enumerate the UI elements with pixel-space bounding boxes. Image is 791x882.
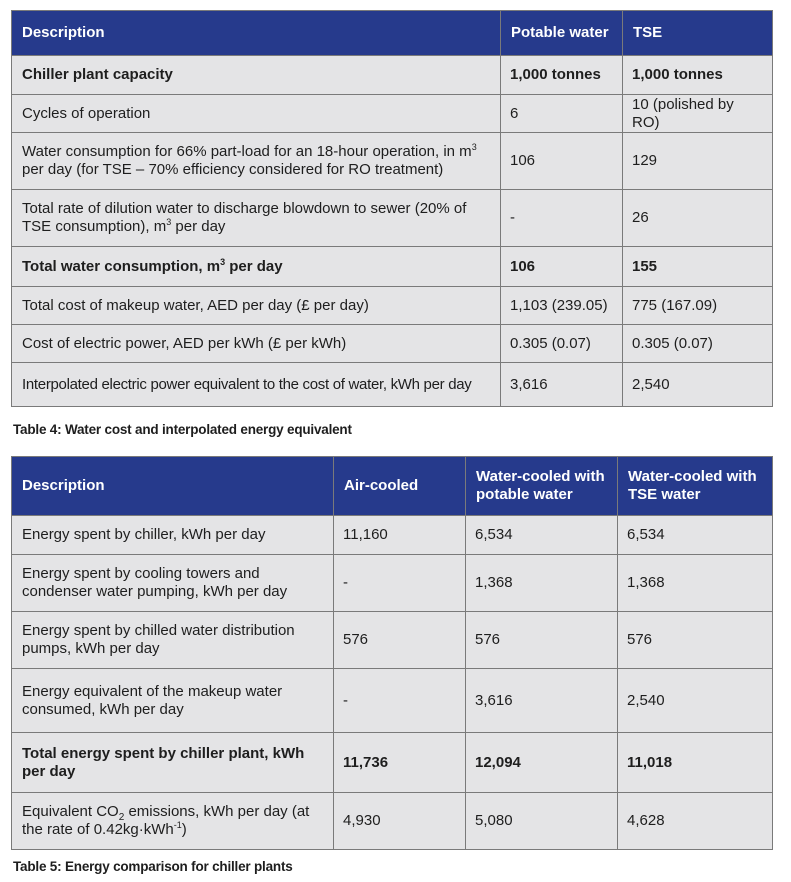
potable-value: 1,000 tonnes (501, 56, 623, 95)
table-water-cost (11, 10, 773, 407)
tse-value: 10 (polished by RO) (623, 95, 773, 133)
description-text: per day (171, 218, 226, 235)
table-header-row (12, 457, 773, 516)
air-cooled-value: - (334, 555, 466, 612)
potable-value: 3,616 (466, 669, 618, 733)
table-row (12, 612, 773, 669)
potable-value: 6 (501, 95, 623, 133)
potable-value: 576 (466, 612, 618, 669)
air-cooled-value: 576 (334, 612, 466, 669)
potable-value: 106 (501, 133, 623, 190)
potable-value: 3,616 (501, 363, 623, 407)
row-description (12, 133, 501, 190)
row-description: Energy spent by cooling towers and condenser water pumping, kWh per day (12, 555, 334, 612)
row-description (12, 247, 501, 287)
table-header-row (12, 11, 773, 56)
tse-value: 11,018 (618, 733, 773, 793)
row-description: Total energy spent by chiller plant, kWh per day (12, 733, 334, 793)
row-description: Energy spent by chilled water distribution pumps, kWh per day (12, 612, 334, 669)
table-row (12, 56, 773, 95)
row-description: Chiller plant capacity (12, 56, 501, 95)
tse-value: 4,628 (618, 793, 773, 850)
tse-value: 576 (618, 612, 773, 669)
column-header-air-cooled: Air-cooled (334, 457, 466, 516)
row-description (12, 190, 501, 247)
row-description (12, 793, 334, 850)
superscript: 3 (166, 217, 172, 227)
table-energy-comparison (11, 456, 773, 850)
potable-value: 1,368 (466, 555, 618, 612)
tse-value: 1,368 (618, 555, 773, 612)
description-text: Equivalent CO (22, 803, 119, 820)
description-text: ) (181, 821, 187, 838)
column-header-water-cooled-potable: Water-cooled with potable water (466, 457, 618, 516)
tse-value: 129 (623, 133, 773, 190)
row-description: Energy spent by chiller, kWh per day (12, 516, 334, 555)
column-header-description: Description (12, 457, 334, 516)
row-description: Total cost of makeup water, AED per day (£ per day) (12, 287, 501, 325)
superscript: -1 (173, 820, 182, 830)
description-text: emissions, kWh per day (at the rate of 0.42kg·kWh (22, 803, 310, 838)
table-row (12, 287, 773, 325)
column-header-description: Description (12, 11, 501, 56)
tse-value: 775 (167.09) (623, 287, 773, 325)
air-cooled-value: - (334, 669, 466, 733)
subscript: 2 (118, 812, 125, 823)
superscript: 3 (220, 256, 226, 267)
table-row (12, 190, 773, 247)
description-text: Total water consumption, m (22, 257, 221, 275)
tse-value: 6,534 (618, 516, 773, 555)
potable-value: 5,080 (466, 793, 618, 850)
table-row (12, 95, 773, 133)
row-description: Interpolated electric power equivalent to the cost of water, kWh per day (12, 363, 501, 407)
table-row (12, 516, 773, 555)
table-row (12, 793, 773, 850)
table-caption: Table 5: Energy comparison for chiller plants (13, 859, 293, 874)
description-text: per day (for TSE – 70% efficiency considered for RO treatment) (22, 161, 444, 178)
tse-value: 1,000 tonnes (623, 56, 773, 95)
air-cooled-value: 11,736 (334, 733, 466, 793)
table-row (12, 133, 773, 190)
potable-value: 6,534 (466, 516, 618, 555)
description-text: per day (225, 257, 283, 275)
tse-value: 155 (623, 247, 773, 287)
potable-value: 12,094 (466, 733, 618, 793)
table-row (12, 363, 773, 407)
table-row (12, 555, 773, 612)
air-cooled-value: 4,930 (334, 793, 466, 850)
air-cooled-value: 11,160 (334, 516, 466, 555)
column-header-potable-water: Potable water (501, 11, 623, 56)
column-header-tse: TSE (623, 11, 773, 56)
row-description: Cost of electric power, AED per kWh (£ per kWh) (12, 325, 501, 363)
tse-value: 2,540 (618, 669, 773, 733)
potable-value: 0.305 (0.07) (501, 325, 623, 363)
row-description: Energy equivalent of the makeup water consumed, kWh per day (12, 669, 334, 733)
potable-value: 1,103 (239.05) (501, 287, 623, 325)
column-header-water-cooled-tse: Water-cooled with TSE water (618, 457, 773, 516)
table-row (12, 669, 773, 733)
table-row (12, 733, 773, 793)
description-text: Total rate of dilution water to discharge blowdown to sewer (20% of TSE consumption), m (22, 200, 467, 235)
potable-value: 106 (501, 247, 623, 287)
row-description: Cycles of operation (12, 95, 501, 133)
tse-value: 0.305 (0.07) (623, 325, 773, 363)
table-caption: Table 4: Water cost and interpolated energy equivalent (13, 422, 352, 437)
table-row (12, 325, 773, 363)
potable-value: - (501, 190, 623, 247)
table-row (12, 247, 773, 287)
description-text: Water consumption for 66% part-load for an 18-hour operation, in m (22, 143, 472, 160)
tse-value: 26 (623, 190, 773, 247)
superscript: 3 (471, 142, 477, 152)
tse-value: 2,540 (623, 363, 773, 407)
